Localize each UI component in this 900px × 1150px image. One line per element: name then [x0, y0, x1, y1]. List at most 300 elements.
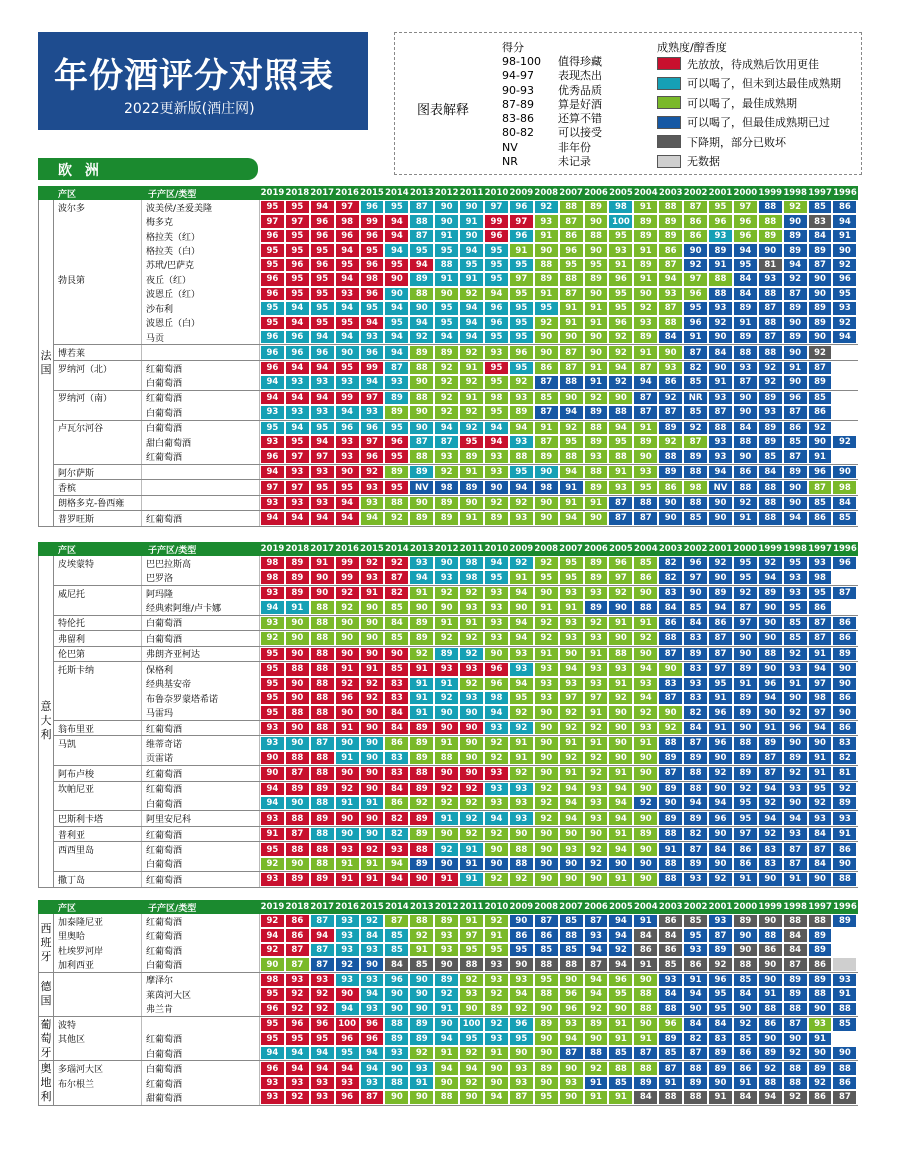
- score-cell: 89: [409, 751, 434, 765]
- header-year: 2018: [285, 902, 310, 912]
- vintage-row: [54, 316, 858, 330]
- score-cell: 91: [409, 1076, 434, 1090]
- vintage-row: [54, 465, 858, 479]
- score-cell: 97: [260, 214, 285, 228]
- row-scores: [260, 272, 857, 286]
- score-cell: 92: [708, 957, 733, 971]
- vintage-row: [54, 872, 858, 886]
- score-cell: 90: [832, 677, 857, 691]
- score-cell: 96: [708, 736, 733, 750]
- score-cell: 95: [584, 258, 609, 272]
- score-cell: 96: [559, 987, 584, 1001]
- row-subregion: 白葡萄酒: [142, 857, 260, 871]
- score-cell: 96: [285, 345, 310, 359]
- score-cell: 93: [409, 1061, 434, 1075]
- score-cell: 93: [285, 973, 310, 987]
- score-cell: 93: [758, 272, 783, 286]
- score-cell: 94: [409, 570, 434, 584]
- score-cell: 91: [633, 421, 658, 435]
- score-cell: 93: [559, 842, 584, 856]
- score-cell: 95: [285, 229, 310, 243]
- score-cell: 90: [633, 811, 658, 825]
- score-range: 83-86: [502, 112, 534, 126]
- score-cell: 97: [509, 214, 534, 228]
- score-cell: 91: [310, 556, 335, 570]
- score-cell: 90: [409, 973, 434, 987]
- score-cell: 86: [832, 842, 857, 856]
- score-cell: 96: [484, 677, 509, 691]
- score-cell: 96: [360, 287, 385, 301]
- score-range: 98-100: [502, 55, 541, 68]
- score-cell: 92: [534, 616, 559, 630]
- row-scores: [260, 1046, 857, 1060]
- header-year: 2017: [310, 544, 335, 554]
- score-cell: 92: [584, 751, 609, 765]
- score-cell: 90: [832, 243, 857, 257]
- score-cell: 92: [484, 987, 509, 1001]
- score-cell: 90: [708, 857, 733, 871]
- row-region: [54, 751, 142, 765]
- score-cell: 89: [409, 272, 434, 286]
- score-cell: 92: [434, 782, 459, 796]
- score-cell: 90: [608, 705, 633, 719]
- score-cell: 96: [260, 229, 285, 243]
- score-cell: 88: [384, 1076, 409, 1090]
- score-cell: 87: [633, 511, 658, 525]
- score-cell: 87: [434, 435, 459, 449]
- score-cell: 90: [633, 287, 658, 301]
- score-cell: 85: [733, 973, 758, 987]
- score-cell: 90: [459, 200, 484, 214]
- vintage-row: [54, 361, 858, 375]
- score-cell: 92: [534, 556, 559, 570]
- score-cell: 84: [783, 943, 808, 957]
- score-cell: 95: [708, 987, 733, 1001]
- vintage-row: [54, 375, 858, 389]
- region-group: [54, 871, 858, 886]
- header-year: 1998: [783, 902, 807, 912]
- score-cell: 92: [633, 631, 658, 645]
- score-cell: 90: [758, 914, 783, 928]
- score-cell: 93: [384, 842, 409, 856]
- score-cell: 95: [559, 556, 584, 570]
- row-scores: [260, 345, 832, 359]
- vintage-row: [54, 1046, 858, 1060]
- score-legend-list: [502, 55, 602, 169]
- score-cell: 90: [484, 1076, 509, 1090]
- score-cell: 95: [434, 316, 459, 330]
- score-cell: 93: [584, 796, 609, 810]
- score-cell: 93: [509, 811, 534, 825]
- score-cell: 88: [584, 465, 609, 479]
- region-group: [54, 630, 858, 645]
- score-cell: 92: [459, 345, 484, 359]
- score-cell: 90: [285, 691, 310, 705]
- score-cell: 90: [459, 751, 484, 765]
- score-cell: 91: [608, 766, 633, 780]
- score-cell: 90: [633, 647, 658, 661]
- score-cell: 90: [534, 721, 559, 735]
- score-cell: 89: [459, 480, 484, 494]
- score-cell: 92: [484, 872, 509, 886]
- country-block: [38, 1017, 858, 1061]
- score-cell: 90: [683, 586, 708, 600]
- score-cell: 96: [808, 465, 833, 479]
- score-cell: 96: [484, 316, 509, 330]
- score-cell: 93: [360, 405, 385, 419]
- header-year: 2010: [484, 902, 509, 912]
- score-cell: 93: [509, 796, 534, 810]
- vintage-row: [54, 480, 858, 494]
- score-cell: 92: [509, 721, 534, 735]
- score-cell: 93: [310, 1090, 335, 1104]
- score-cell: 97: [285, 449, 310, 463]
- score-cell: 88: [559, 375, 584, 389]
- score-cell: 88: [758, 480, 783, 494]
- score-cell: 95: [285, 435, 310, 449]
- score-cell: 87: [360, 1090, 385, 1104]
- score-cell: 98: [335, 214, 360, 228]
- row-subregion: 红葡萄酒: [142, 872, 260, 886]
- header-year: 2005: [609, 544, 633, 554]
- score-cell: 95: [783, 600, 808, 614]
- country-rows: [54, 1061, 858, 1104]
- score-cell: 96: [384, 973, 409, 987]
- score-cell: 95: [310, 316, 335, 330]
- score-cell: 90: [708, 511, 733, 525]
- score-cell: 90: [758, 631, 783, 645]
- score-cell: 92: [434, 405, 459, 419]
- score-cell: 88: [733, 345, 758, 359]
- score-cell: 93: [633, 465, 658, 479]
- score-cell: 94: [559, 811, 584, 825]
- header-year: 2003: [658, 902, 683, 912]
- score-cell: 89: [409, 465, 434, 479]
- score-cell: 89: [584, 570, 609, 584]
- score-cell: 93: [509, 1061, 534, 1075]
- score-cell: 95: [484, 405, 509, 419]
- score-cell: 87: [783, 1017, 808, 1031]
- score-cell: 91: [559, 316, 584, 330]
- score-cell: 90: [534, 827, 559, 841]
- score-cell: 92: [658, 391, 683, 405]
- score-cell: 94: [260, 391, 285, 405]
- header-year: 2005: [609, 902, 633, 912]
- score-cell: 90: [758, 662, 783, 676]
- score-cell: 93: [285, 405, 310, 419]
- score-cell: 89: [285, 782, 310, 796]
- row-region: [54, 677, 142, 691]
- header-year: 2012: [434, 188, 459, 198]
- score-cell: 89: [584, 435, 609, 449]
- score-cell: 84: [708, 1017, 733, 1031]
- score-cell: 89: [832, 796, 857, 810]
- score-cell: 91: [708, 721, 733, 735]
- row-subregion: [142, 1017, 260, 1031]
- row-scores: [260, 857, 857, 871]
- region-group: [54, 390, 858, 420]
- score-cell: 89: [708, 943, 733, 957]
- score-cell: 90: [310, 570, 335, 584]
- header-year: 2003: [658, 544, 683, 554]
- score-cell: 92: [434, 796, 459, 810]
- score-cell: 89: [633, 827, 658, 841]
- score-cell: 82: [658, 556, 683, 570]
- score-cell: 94: [285, 361, 310, 375]
- score-cell: 93: [683, 943, 708, 957]
- score-cell: 88: [658, 316, 683, 330]
- row-subregion: 甜白葡萄酒: [142, 435, 260, 449]
- score-cell: 90: [459, 229, 484, 243]
- score-cell: 90: [384, 272, 409, 286]
- score-cell: 92: [509, 375, 534, 389]
- score-cell: 89: [733, 766, 758, 780]
- score-cell: 88: [832, 1002, 857, 1016]
- score-cell: 88: [733, 736, 758, 750]
- score-cell: 90: [584, 330, 609, 344]
- header-year: 2015: [360, 544, 384, 554]
- score-cell: 88: [658, 827, 683, 841]
- score-cell: 98: [260, 570, 285, 584]
- score-cell: 100: [459, 1017, 484, 1031]
- score-cell: 92: [584, 842, 609, 856]
- score-cell: 87: [708, 928, 733, 942]
- row-region: 西西里岛: [54, 842, 142, 856]
- score-cell: 92: [509, 556, 534, 570]
- country-block: [38, 556, 858, 888]
- country-name: 法 国: [38, 200, 54, 526]
- score-cell: 95: [260, 662, 285, 676]
- score-cell: 87: [658, 405, 683, 419]
- country-name: 奥 地 利: [38, 1061, 54, 1104]
- region-group: [54, 735, 858, 765]
- score-cell: 93: [335, 943, 360, 957]
- score-cell: 94: [484, 287, 509, 301]
- score-cell: 92: [584, 616, 609, 630]
- score-cell: 90: [733, 928, 758, 942]
- score-cell: 87: [783, 857, 808, 871]
- legend-label: 图表解释: [417, 103, 470, 118]
- region-group: [54, 914, 858, 972]
- score-cell: 90: [758, 1032, 783, 1046]
- score-cell: 93: [310, 1076, 335, 1090]
- score-cell: 96: [484, 229, 509, 243]
- score-cell: 85: [683, 600, 708, 614]
- score-cell: 98: [434, 480, 459, 494]
- score-cell: 91: [758, 987, 783, 1001]
- score-cell: 93: [260, 1090, 285, 1104]
- score-cell: 92: [360, 691, 385, 705]
- header-year: 1997: [808, 902, 832, 912]
- row-subregion: 红葡萄酒: [142, 943, 260, 957]
- score-cell: 89: [658, 751, 683, 765]
- score-cell: 93: [608, 662, 633, 676]
- row-scores: [260, 1090, 857, 1104]
- score-cell: 90: [434, 556, 459, 570]
- score-cell: 90: [459, 705, 484, 719]
- score-cell: 93: [260, 811, 285, 825]
- score-cell: 91: [459, 361, 484, 375]
- score-cell: 90: [509, 600, 534, 614]
- score-cell: 84: [658, 600, 683, 614]
- score-cell: 89: [633, 435, 658, 449]
- score-cell: 92: [434, 691, 459, 705]
- score-cell: 85: [832, 1017, 857, 1031]
- score-cell: 92: [534, 316, 559, 330]
- score-cell: 91: [584, 1076, 609, 1090]
- score-cell: 85: [808, 496, 833, 510]
- score-cell: 88: [434, 1090, 459, 1104]
- score-cell: 98: [534, 480, 559, 494]
- score-cell: 95: [608, 301, 633, 315]
- score-cell: 91: [708, 691, 733, 705]
- score-cell: 88: [658, 872, 683, 886]
- vintage-table: [38, 900, 858, 1106]
- score-cell: 92: [459, 647, 484, 661]
- score-cell: 92: [509, 496, 534, 510]
- score-cell: 86: [808, 511, 833, 525]
- row-scores: [260, 872, 857, 886]
- score-cell: 91: [360, 872, 385, 886]
- score-cell: 90: [360, 736, 385, 750]
- vintage-row: [54, 928, 858, 942]
- score-cell: 94: [335, 405, 360, 419]
- score-cell: 96: [360, 229, 385, 243]
- score-cell: 88: [683, 1090, 708, 1104]
- row-subregion: 红葡萄酒: [142, 928, 260, 942]
- score-cell: 90: [484, 480, 509, 494]
- score-cell: 90: [584, 243, 609, 257]
- header-year: 2008: [534, 902, 559, 912]
- score-cell: 90: [559, 827, 584, 841]
- score-cell: 89: [783, 243, 808, 257]
- score-cell: 90: [758, 705, 783, 719]
- score-cell: 91: [335, 872, 360, 886]
- score-cell: 90: [758, 600, 783, 614]
- score-cell: 88: [559, 272, 584, 286]
- score-cell: 85: [808, 200, 833, 214]
- score-cell: 89: [409, 736, 434, 750]
- score-cell: 86: [658, 943, 683, 957]
- vintage-row: [54, 435, 858, 449]
- score-cell: 87: [559, 214, 584, 228]
- score-cell: 90: [633, 766, 658, 780]
- score-cell: 94: [260, 928, 285, 942]
- score-cell: 90: [360, 811, 385, 825]
- score-cell: 86: [808, 957, 833, 971]
- score-cell: 86: [733, 465, 758, 479]
- score-cell: 95: [260, 1017, 285, 1031]
- score-cell: 89: [733, 691, 758, 705]
- score-legend-item: [502, 155, 602, 169]
- score-cell: 87: [733, 375, 758, 389]
- row-scores: [260, 662, 857, 676]
- score-cell: 88: [658, 200, 683, 214]
- row-scores: [260, 586, 857, 600]
- score-cell: 91: [409, 662, 434, 676]
- score-cell: 89: [584, 272, 609, 286]
- region-group: [54, 826, 858, 841]
- score-cell: 96: [484, 662, 509, 676]
- score-cell: 96: [335, 1032, 360, 1046]
- score-cell: 93: [260, 435, 285, 449]
- row-region: 卢瓦尔河谷: [54, 421, 142, 435]
- score-cell: 89: [459, 449, 484, 463]
- score-cell: 89: [658, 421, 683, 435]
- score-cell: 94: [360, 1061, 385, 1075]
- score-cell: 96: [260, 449, 285, 463]
- score-cell: 89: [783, 973, 808, 987]
- score-cell: 92: [310, 1002, 335, 1016]
- score-cell: 93: [534, 677, 559, 691]
- score-cell: 96: [360, 1017, 385, 1031]
- score-cell: 94: [260, 465, 285, 479]
- score-cell: 88: [808, 987, 833, 1001]
- row-region: 杜埃罗河岸: [54, 943, 142, 957]
- header-year: 2015: [360, 188, 384, 198]
- row-scores: [260, 1017, 857, 1031]
- score-cell: 94: [608, 782, 633, 796]
- score-meaning: 算是好酒: [558, 97, 602, 111]
- score-cell: 90: [534, 496, 559, 510]
- score-cell: 91: [584, 316, 609, 330]
- score-cell: 91: [832, 229, 857, 243]
- score-cell: 93: [260, 872, 285, 886]
- score-cell: 94: [310, 1061, 335, 1075]
- score-cell: 88: [633, 496, 658, 510]
- row-region: 坎帕尼亚: [54, 782, 142, 796]
- score-cell: 89: [808, 375, 833, 389]
- row-scores: [260, 229, 857, 243]
- header-year: 2004: [633, 544, 658, 554]
- score-cell: 98: [360, 272, 385, 286]
- vintage-row: [54, 1017, 858, 1031]
- row-subregion: 格拉芙（白）: [142, 243, 260, 257]
- region-group: [54, 841, 858, 871]
- score-cell: 91: [335, 721, 360, 735]
- row-subregion: 白葡萄酒: [142, 631, 260, 645]
- maturity-legend-item: [657, 113, 841, 133]
- score-cell: 95: [509, 258, 534, 272]
- score-cell: 91: [459, 842, 484, 856]
- score-cell: 94: [708, 465, 733, 479]
- score-cell: 93: [484, 973, 509, 987]
- score-cell: 88: [509, 842, 534, 856]
- score-cell: 95: [310, 272, 335, 286]
- row-scores: [260, 616, 857, 630]
- score-cell: 95: [310, 243, 335, 257]
- score-cell: 84: [808, 229, 833, 243]
- row-subregion: 夜丘（红）: [142, 272, 260, 286]
- score-cell: 94: [335, 511, 360, 525]
- row-scores: [260, 766, 857, 780]
- score-cell: 89: [384, 1032, 409, 1046]
- score-cell: 94: [758, 1090, 783, 1104]
- score-cell: 88: [310, 616, 335, 630]
- score-cell: 92: [534, 811, 559, 825]
- score-cell: 91: [733, 316, 758, 330]
- score-cell: 97: [683, 570, 708, 584]
- legend-box: [394, 32, 862, 175]
- header-year: 2012: [434, 544, 459, 554]
- score-cell: 94: [360, 375, 385, 389]
- score-cell: 96: [733, 214, 758, 228]
- score-cell: 86: [832, 691, 857, 705]
- score-cell: 92: [335, 677, 360, 691]
- score-cell: 94: [360, 511, 385, 525]
- vintage-row: [54, 214, 858, 228]
- score-cell: 88: [633, 1002, 658, 1016]
